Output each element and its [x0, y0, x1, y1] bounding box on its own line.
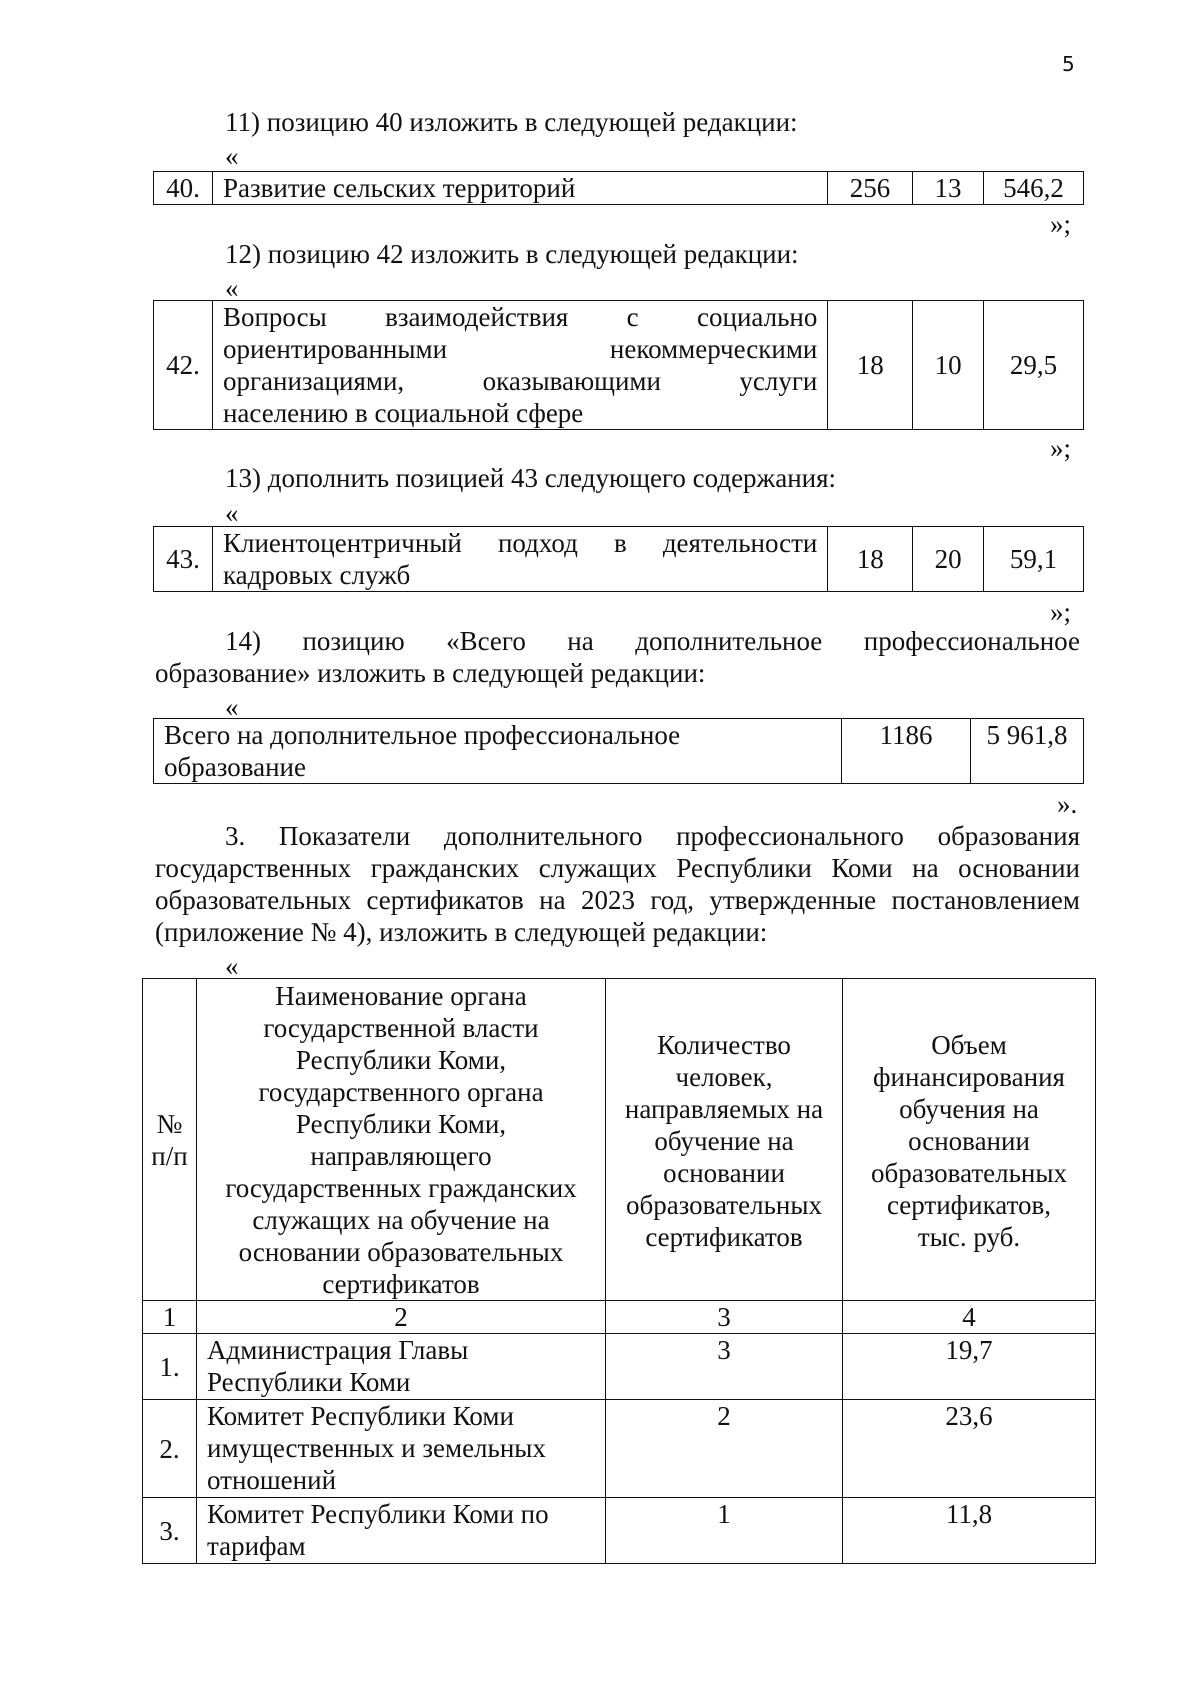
row-number: 1. [143, 1334, 197, 1400]
row-col-3: 29,5 [984, 301, 1084, 430]
row-col-1: 18 [828, 527, 913, 592]
total-label: Всего на дополнительное профессиональное образование [154, 719, 842, 784]
row-col-1: 256 [828, 172, 913, 205]
table-row [154, 172, 1084, 205]
table-row [143, 1498, 1096, 1564]
close-quote: »; [1050, 597, 1072, 627]
table-row [154, 719, 1084, 784]
row-number: 2. [143, 1400, 197, 1498]
total-amount: 5 961,8 [971, 719, 1084, 784]
row-number: 40. [154, 172, 213, 205]
column-numbers-row [143, 1301, 1096, 1334]
section-3-line-3: образовательных сертификатов на 2023 год, утвержденные постановлением [155, 885, 1080, 915]
row-name: Клиентоцентричный подход в деятельности кадровых служб [212, 527, 827, 592]
row-col-1: 18 [828, 301, 913, 430]
open-quote: « [225, 141, 239, 171]
close-quote: »; [1050, 209, 1072, 239]
row-number: 43. [154, 527, 213, 592]
column-number: 3 [606, 1301, 843, 1334]
row-amount: 19,7 [843, 1334, 1096, 1400]
section-3-line-2: государственных гражданских служащих Республики Коми на основании [155, 853, 1080, 883]
table-header-row [143, 979, 1096, 1301]
position-40-table [153, 171, 1084, 205]
item-13-intro: 13) дополнить позицией 43 следующего содержания: [225, 463, 837, 493]
open-quote: « [225, 951, 239, 981]
row-count: 2 [606, 1400, 843, 1498]
row-name: Вопросы взаимодействия с социально ориентированными некоммерческими организациями, оказывающими услуги населению в социальной сфере [212, 301, 827, 430]
row-col-3: 546,2 [984, 172, 1084, 205]
row-col-2: 10 [913, 301, 984, 430]
column-number: 2 [197, 1301, 606, 1334]
row-count: 3 [606, 1334, 843, 1400]
row-amount: 11,8 [843, 1498, 1096, 1564]
item-14-line-2: образование» изложить в следующей редакции: [155, 658, 706, 688]
certificates-table [142, 978, 1096, 1564]
close-quote: »; [1050, 433, 1072, 463]
row-amount: 23,6 [843, 1400, 1096, 1498]
total-count: 1186 [842, 719, 971, 784]
close-quote: ». [1057, 789, 1078, 819]
table-row [143, 1334, 1096, 1400]
table-row [154, 301, 1084, 430]
column-number: 1 [143, 1301, 197, 1334]
column-number: 4 [843, 1301, 1096, 1334]
open-quote: « [225, 273, 239, 303]
row-organization: Комитет Республики Коми имущественных и земельных отношений [197, 1400, 606, 1498]
page-number: 5 [1062, 52, 1075, 76]
header-number: № п/п [143, 979, 197, 1301]
position-42-table [153, 300, 1084, 430]
header-count: Количество человек, направляемых на обучение на основании образовательных сертификатов [606, 979, 843, 1301]
row-col-2: 20 [913, 527, 984, 592]
row-number: 3. [143, 1498, 197, 1564]
row-name: Развитие сельских территорий [213, 172, 828, 205]
open-quote: « [225, 498, 239, 528]
row-organization: Комитет Республики Коми по тарифам [197, 1498, 606, 1564]
section-3-line-4: (приложение № 4), изложить в следующей редакции: [155, 917, 768, 947]
position-43-table [153, 526, 1084, 592]
total-table [153, 718, 1084, 784]
header-amount: Объем финансирования обучения на основании образовательных сертификатов, тыс. руб. [843, 979, 1096, 1301]
row-count: 1 [606, 1498, 843, 1564]
item-14-line-1: 14) позицию «Всего на дополнительное профессиональное [225, 626, 1080, 656]
row-number: 42. [154, 301, 213, 430]
table-row [154, 527, 1084, 592]
item-11-intro: 11) позицию 40 изложить в следующей редакции: [225, 107, 798, 137]
item-12-intro: 12) позицию 42 изложить в следующей редакции: [225, 239, 799, 269]
row-col-3: 59,1 [984, 527, 1084, 592]
row-organization: Администрация Главы Республики Коми [197, 1334, 606, 1400]
open-quote: « [225, 692, 239, 722]
header-organization: Наименование органа государственной власти Республики Коми, государственного органа Республики Коми, направляющего государственных гражданских служащих на обучение на основании образовательных сертификатов [197, 979, 606, 1301]
row-col-2: 13 [913, 172, 984, 205]
table-row [143, 1400, 1096, 1498]
section-3-line-1: 3. Показатели дополнительного профессионального образования [225, 821, 1080, 851]
